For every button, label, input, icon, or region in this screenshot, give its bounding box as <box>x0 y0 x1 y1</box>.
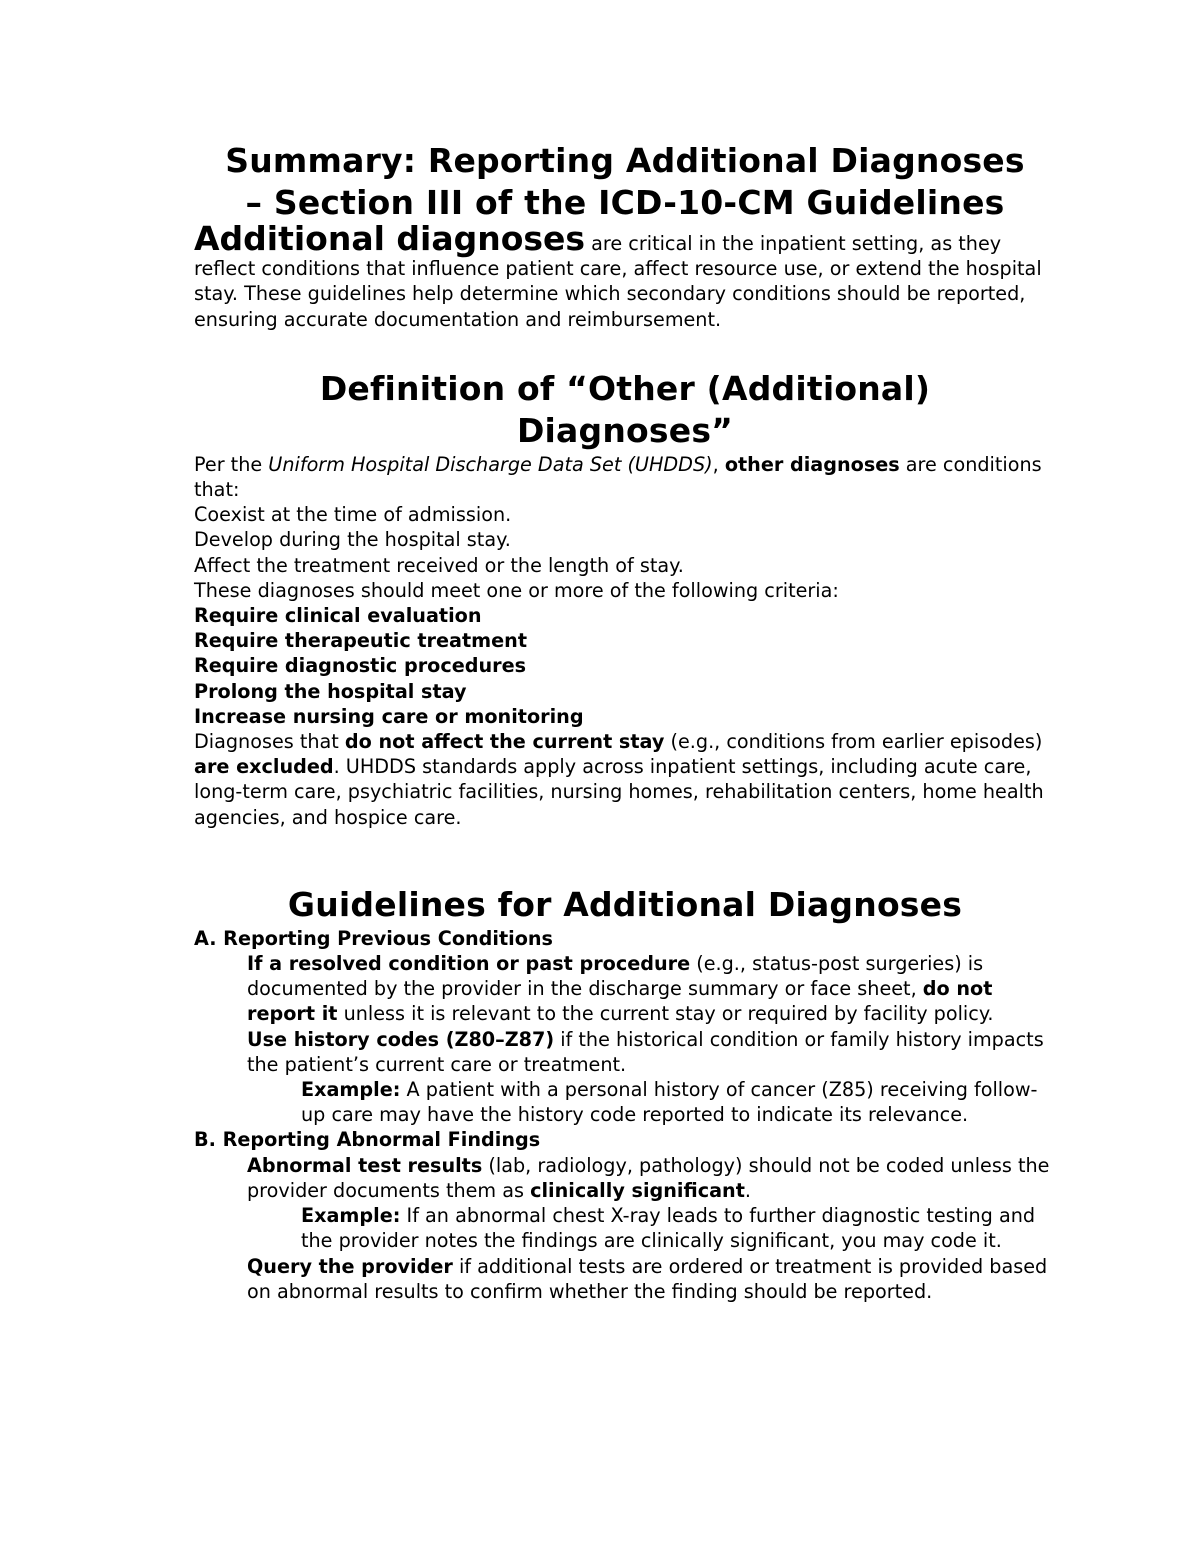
uhdds-name: Uniform Hospital Discharge Data Set (UHDDS) <box>268 452 713 476</box>
exclusion-term: do not affect the current stay <box>344 730 665 754</box>
example-text: A patient with a personal history of cancer (Z85) receiving follow-up care may have the history code reported to indicate its relevance. <box>301 1078 1038 1127</box>
list-item: Increase nursing care or monitoring <box>194 704 584 728</box>
section-b-title: B. Reporting Abnormal Findings <box>194 1128 541 1152</box>
intro-lead: Additional diagnoses <box>194 219 586 258</box>
document-title <box>194 140 1056 224</box>
list-item: Require diagnostic procedures <box>194 654 527 678</box>
spacer <box>194 332 1056 368</box>
example-label: Example: <box>301 1204 401 1228</box>
section-a-title: A. Reporting Previous Conditions <box>194 926 553 950</box>
criteria-intro: These diagnoses should meet one or more of the following criteria: <box>194 578 839 602</box>
exclusion-text: (e.g., conditions from earlier episodes) <box>664 730 1043 754</box>
item-term: If a resolved condition or past procedure <box>247 952 691 976</box>
intro-text: are critical in the inpatient setting, as they reflect conditions that influence patient care, affect resource use, or extend the hospital stay. These guidelines help determine which secondary conditions should be reported, ensuring accurate documentation and reimbursement. <box>194 232 1042 331</box>
intro-paragraph <box>194 219 1056 332</box>
other-diagnoses-term: other diagnoses <box>724 452 900 476</box>
definition-text: are conditions that: <box>194 452 1042 502</box>
item-text: unless it is relevant to the current stay or required by facility policy. <box>337 1002 994 1026</box>
definition-heading-line-1: Definition of “Other (Additional) <box>319 368 931 408</box>
item-term: Use history codes (Z80–Z87) <box>247 1027 555 1051</box>
definition-text: Per the <box>194 452 269 476</box>
title-line-2: – Section III of the ICD-10-CM Guidelines <box>245 183 1005 222</box>
example-text: If an abnormal chest X-ray leads to further diagnostic testing and the provider notes the findings are clinically significant, you may code it. <box>301 1204 1036 1253</box>
list-item: Affect the treatment received or the length of stay. <box>194 553 684 577</box>
item-text: (lab, radiology, pathology) should not be coded unless the provider documents them as <box>247 1153 1050 1202</box>
section-b-item-1 <box>194 1153 1056 1203</box>
item-term: clinically significant <box>530 1178 745 1202</box>
definition-paragraph <box>194 452 1056 502</box>
exclusion-term: are excluded <box>194 755 334 779</box>
list-item: Develop during the hospital stay. <box>194 528 511 552</box>
item-text: if the historical condition or family history impacts the patient’s current care or treatment. <box>247 1027 1044 1076</box>
section-a-example <box>194 1077 1056 1127</box>
example-label: Example: <box>301 1078 401 1102</box>
list-item: Coexist at the time of admission. <box>194 503 512 527</box>
title-line-1: Summary: Reporting Additional Diagnoses <box>225 141 1025 180</box>
document-page <box>194 140 1056 1304</box>
exclusion-text: Diagnoses that <box>194 730 345 754</box>
section-a-item-1 <box>194 951 1056 1027</box>
item-text: if additional tests are ordered or treatment is provided based on abnormal results to confirm whether the finding should be reported. <box>247 1254 1048 1303</box>
definition-heading <box>194 368 1056 452</box>
section-a-item-2 <box>194 1027 1056 1077</box>
spacer <box>194 830 1056 884</box>
item-text: . <box>744 1178 751 1202</box>
item-text: (e.g., status-post surgeries) is documented by the provider in the discharge summary or face sheet, <box>247 952 984 1001</box>
exclusion-text: . UHDDS standards apply across inpatient settings, including acute care, long-term care, psychiatric facilities, nursing homes, rehabilitation centers, home health agencies, and hospice care. <box>194 755 1044 829</box>
section-b-example <box>194 1203 1056 1253</box>
definition-text: , <box>712 452 725 476</box>
conditions-list <box>194 502 1056 578</box>
criteria-list <box>194 603 1056 729</box>
guidelines-heading: Guidelines for Additional Diagnoses <box>287 884 963 924</box>
list-item: Require therapeutic treatment <box>194 629 527 653</box>
exclusion-paragraph <box>194 729 1056 830</box>
definition-heading-line-2: Diagnoses” <box>516 410 734 450</box>
item-term: Abnormal test results <box>247 1153 483 1177</box>
list-item: Require clinical evaluation <box>194 604 482 628</box>
list-item: Prolong the hospital stay <box>194 679 467 703</box>
item-term: do not report it <box>247 977 993 1026</box>
item-term: Query the provider <box>247 1254 453 1278</box>
section-b-item-2 <box>194 1254 1056 1304</box>
